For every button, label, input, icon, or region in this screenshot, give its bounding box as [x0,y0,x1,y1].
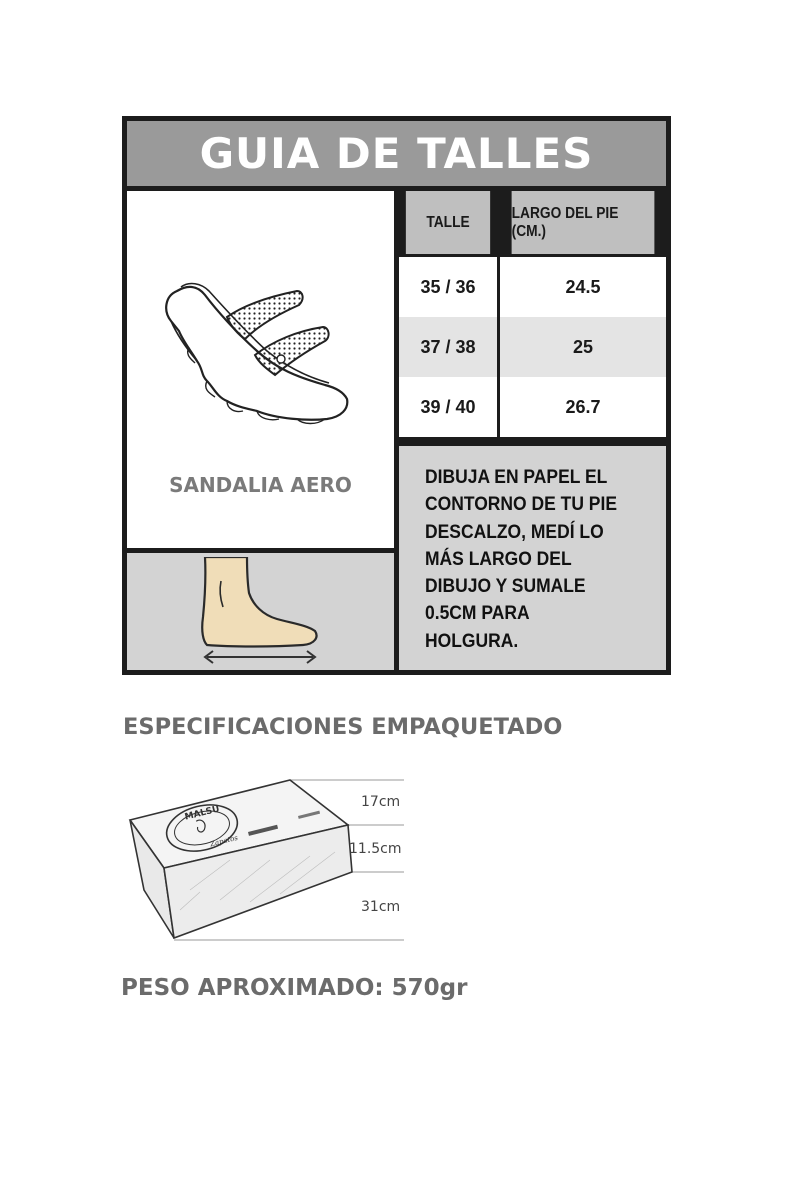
instructions-panel [399,446,666,670]
size-guide [122,116,671,675]
box-height-label: 17cm [361,794,401,810]
instructions-line: MÁS LARGO DEL [425,548,572,570]
box-logo-text: MALSU [183,804,221,823]
box-length-label: 31cm [361,899,401,915]
instructions-line: DIBUJA EN PAPEL EL [425,467,608,488]
size-cell: 39 / 40 [399,377,497,437]
box-logo-script: Zapatos [209,833,239,849]
instructions-line: DESCALZO, MEDÍ LO [425,521,604,543]
double-arrow-icon [205,651,315,663]
weight-label: PESO APROXIMADO: 570gr [121,975,468,1001]
length-cell: 25 [500,317,666,377]
table-row [399,317,666,377]
guide-title: GUIA DE TALLES [127,121,666,186]
header-talle: TALLE [406,191,490,254]
table-row [399,377,666,437]
sandal-illustration [157,251,367,441]
instructions-line: 0.5CM PARA [425,603,530,625]
box-width-label: 11.5cm [349,841,402,857]
header-largo: LARGO DEL PIE (CM.) [512,191,655,254]
size-cell: 37 / 38 [399,317,497,377]
instructions-line: HOLGURA. [425,630,519,652]
product-cell [127,191,394,548]
table-row [399,257,666,317]
instructions-line: CONTORNO DE TU PIE [425,494,617,516]
instructions-text [425,464,646,655]
foot-measure-cell [127,553,394,670]
length-cell: 26.7 [500,377,666,437]
size-table [399,191,666,441]
length-cell: 24.5 [500,257,666,317]
foot-measure-icon [191,557,331,669]
instructions-line: DIBUJO Y SUMALE [425,576,586,598]
packaging-title: ESPECIFICACIONES EMPAQUETADO [123,714,563,740]
product-name: SANDALIA AERO [169,473,352,497]
size-cell: 35 / 36 [399,257,497,317]
